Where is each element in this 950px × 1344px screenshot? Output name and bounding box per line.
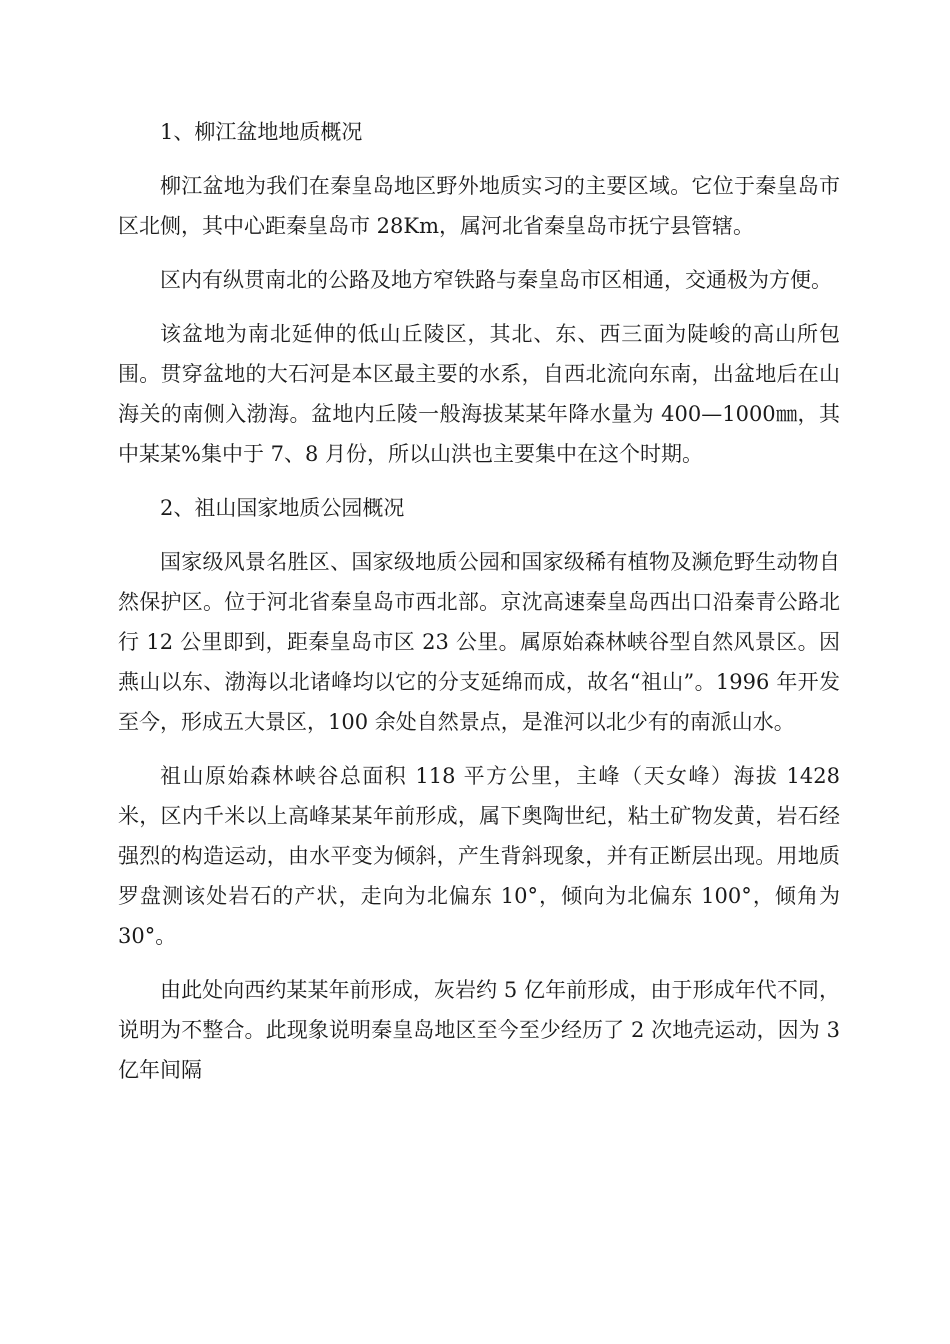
paragraph-zushan-unconformity: 由此处向西约某某年前形成，灰岩约 5 亿年前形成，由于形成年代不同，说明为不整合。此现象说明秦皇岛地区至今至少经历了 2 次地壳运动，因为 3 亿年间隔 xyxy=(118,978,840,1082)
section-heading-zushan-geopark: 2、祖山国家地质公园概况 xyxy=(160,496,405,520)
section-heading-liujiang-basin: 1、柳江盆地地质概况 xyxy=(160,120,363,144)
document-body xyxy=(118,112,840,1104)
paragraph-zushan-overview: 国家级风景名胜区、国家级地质公园和国家级稀有植物及濒危野生动物自然保护区。位于河北省秦皇岛市西北部。京沈高速秦皇岛西出口沿秦青公路北行 12 公里即到，距秦皇岛市区 23 公里。属原始森林峡谷型自然风景区。因燕山以东、渤海以北诸峰均以它的分支延绵而成，故名“祖山”。1996 年开发至今，形成五大景区，100 余处自然景点，是淮河以北少有的南派山水。 xyxy=(118,550,840,734)
paragraph-basin-location: 柳江盆地为我们在秦皇岛地区野外地质实习的主要区域。它位于秦皇岛市区北侧，其中心距秦皇岛市 28Km，属河北省秦皇岛市抚宁县管辖。 xyxy=(118,174,840,238)
paragraph-basin-transport: 区内有纵贯南北的公路及地方窄铁路与秦皇岛市区相通，交通极为方便。 xyxy=(160,268,832,292)
paragraph-basin-terrain: 该盆地为南北延伸的低山丘陵区，其北、东、西三面为陡峻的高山所包围。贯穿盆地的大石河是本区最主要的水系，自西北流向东南，出盆地后在山海关的南侧入渤海。盆地内丘陵一般海拔某某年降水量为 400—1000㎜，其中某某%集中于 7、8 月份，所以山洪也主要集中在这个时期。 xyxy=(118,322,840,466)
paragraph-zushan-geology: 祖山原始森林峡谷总面积 118 平方公里，主峰（天女峰）海拔 1428 米，区内千米以上高峰某某年前形成，属下奥陶世纪，粘土矿物发黄，岩石经强烈的构造运动，由水平变为倾斜，产生背斜现象，并有正断层出现。用地质罗盘测该处岩石的产状，走向为北偏东 10°，倾向为北偏东 100°，倾角为 30°。 xyxy=(118,764,840,948)
